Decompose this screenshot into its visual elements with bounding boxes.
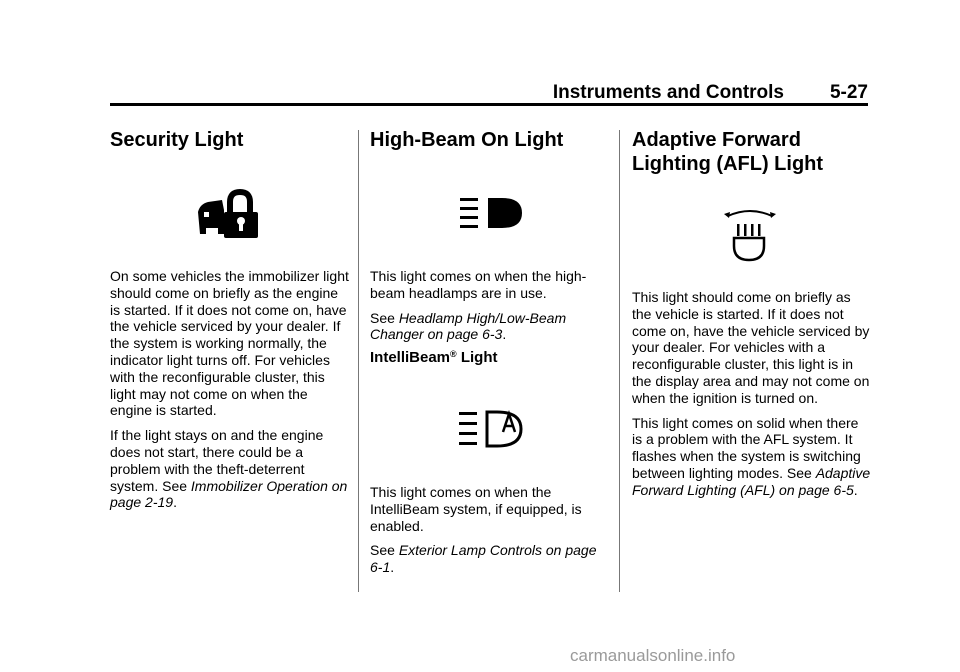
intellibeam-section — [370, 348, 610, 367]
afl-title — [632, 128, 872, 176]
exterior-lamp-link[interactable]: Exterior Lamp Controls on page 6-1 — [370, 542, 597, 576]
security-para-2 — [110, 427, 352, 511]
high-beam-para-1: This light comes on when the high-beam headlamps are in use. — [370, 268, 587, 301]
afl-para-2 — [632, 415, 872, 499]
afl-section — [632, 128, 872, 176]
page-header — [110, 80, 868, 104]
section-title: Instruments and Controls — [552, 82, 784, 103]
header-rule — [110, 103, 868, 106]
padlock-vehicle-icon — [196, 188, 260, 240]
afl-para-2-text: This light comes on solid when there is a problem with the AFL system. It flashes when the system is switching between lighting modes. See — [632, 414, 861, 481]
intellibeam-body — [370, 484, 610, 576]
security-para-2-end: . — [173, 494, 177, 511]
high-beam-section — [370, 128, 610, 152]
high-beam-icon — [458, 196, 524, 232]
high-beam-see — [370, 310, 610, 344]
registered-mark: ® — [450, 349, 457, 359]
headlamp-changer-link[interactable]: Headlamp High/Low-Beam Changer on page 6-3 — [370, 309, 567, 343]
intellibeam-title-suffix: Light — [456, 349, 498, 366]
afl-link[interactable]: Adaptive Forward Lighting (AFL) on page 6-5 — [632, 464, 871, 498]
high-beam-see-end: . — [502, 326, 507, 343]
intellibeam-title — [370, 348, 610, 367]
intellibeam-see-text: See — [370, 542, 399, 559]
intellibeam-see-end: . — [390, 559, 395, 576]
page-number: 5-27 — [829, 82, 868, 103]
immobilizer-link[interactable]: Immobilizer Operation on page 2-19 — [110, 477, 348, 511]
intellibeam-see — [370, 542, 610, 576]
intellibeam-para-1: This light comes on when the IntelliBeam system, if equipped, is enabled. — [370, 484, 582, 534]
afl-title-line-1: Adaptive Forward — [632, 129, 801, 151]
afl-headlamp-icon — [722, 208, 778, 264]
security-light-title: Security Light — [110, 129, 244, 151]
afl-body — [632, 289, 872, 499]
intellibeam-title-text: IntelliBeam — [370, 349, 451, 366]
security-light-body — [110, 268, 352, 511]
afl-para-1: This light should come on briefly as the vehicle is started. If it does not come on, have the vehicle serviced by your dealer. For vehicles with a reconfigurable cluster, this light is in the display area and may not come on when the ignition is turned on. — [632, 289, 870, 406]
security-para-2-text: If the light stays on and the engine does not start, there could be a problem with the theft-deterrent system. See — [110, 427, 324, 494]
intellibeam-icon — [457, 408, 525, 450]
high-beam-title: High-Beam On Light — [370, 129, 564, 151]
afl-title-line-2: Lighting (AFL) Light — [632, 153, 824, 175]
security-light-section — [110, 128, 350, 152]
afl-para-2-end: . — [853, 481, 858, 498]
high-beam-see-text: See — [370, 309, 399, 326]
security-para-1: On some vehicles the immobilizer light should come on briefly as the engine is started. If it does not come on, have the vehicle serviced by your dealer. If the system is working normally, the indicator light turns off. For vehicles with the reconfigurable cluster, this light may not come on when the engine is started. — [110, 268, 349, 419]
column-divider — [358, 130, 359, 592]
watermark: carmanualsonline.info — [570, 646, 736, 665]
column-divider — [619, 130, 620, 592]
high-beam-body — [370, 268, 610, 343]
